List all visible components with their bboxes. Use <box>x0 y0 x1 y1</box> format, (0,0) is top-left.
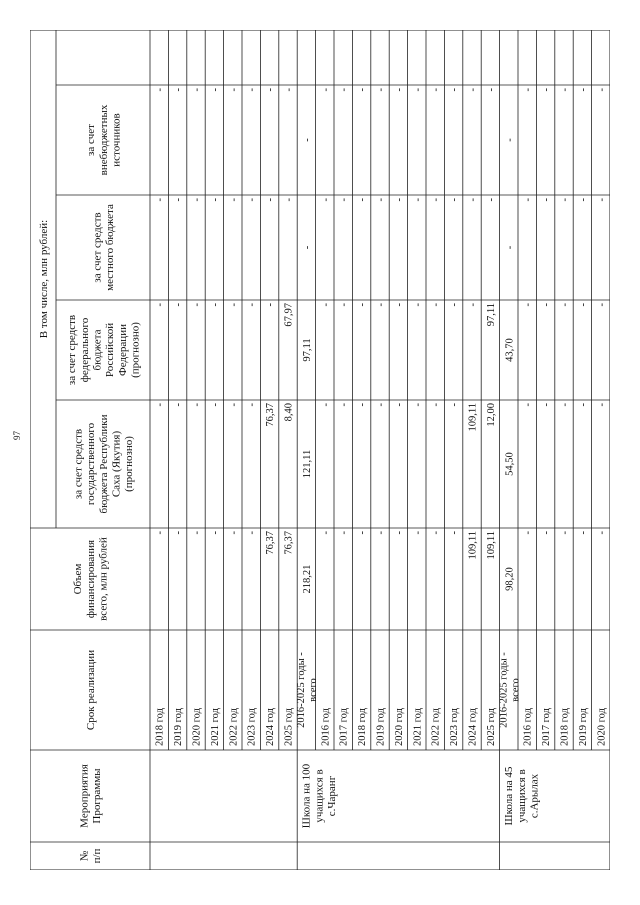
cell-regional: - <box>173 403 185 407</box>
cell-period: 2025 год <box>283 708 295 746</box>
cell-regional: - <box>320 403 332 407</box>
cell-period: 2018 год <box>559 708 571 746</box>
cell-federal: - <box>449 303 461 307</box>
cell-regional: - <box>430 403 442 407</box>
cell-total: - <box>412 531 424 535</box>
cell-extra: - <box>301 138 313 142</box>
cell-total: - <box>338 531 350 535</box>
header-group: В том числе, млн рублей: <box>38 219 50 339</box>
cell-local: - <box>393 198 405 202</box>
cell-total: - <box>596 531 608 535</box>
cell-period: 2023 год <box>449 708 461 746</box>
cell-total: 218,21 <box>301 564 313 594</box>
cell-total: 109,11 <box>467 531 479 560</box>
cell-extra: - <box>375 88 387 92</box>
cell-total: - <box>191 531 203 535</box>
cell-total: 109,11 <box>485 531 497 560</box>
cell-total: - <box>246 531 258 535</box>
cell-extra: - <box>173 88 185 92</box>
cell-regional: 54,50 <box>504 452 516 476</box>
cell-extra: - <box>338 88 350 92</box>
header-measures: МероприятияПрограммы <box>78 764 104 828</box>
cell-period: 2019 год <box>577 708 589 746</box>
cell-extra: - <box>357 88 369 92</box>
cell-local: - <box>522 198 534 202</box>
cell-local: - <box>209 198 221 202</box>
cell-local: - <box>596 198 608 202</box>
cell-extra: - <box>191 88 203 92</box>
cell-regional: - <box>577 403 589 407</box>
header-col-no: №п/п <box>78 848 104 864</box>
cell-total: 76,37 <box>283 531 295 555</box>
cell-federal: - <box>191 303 203 307</box>
cell-federal: 43,70 <box>504 338 516 362</box>
cell-federal: - <box>577 303 589 307</box>
cell-local: - <box>504 245 516 250</box>
cell-regional: - <box>191 403 203 407</box>
cell-total: - <box>522 531 534 535</box>
cell-extra: - <box>430 88 442 92</box>
cell-total: - <box>393 531 405 535</box>
cell-federal: - <box>467 303 479 307</box>
cell-regional: 12,00 <box>485 403 497 427</box>
header-federal: за счет средствфедеральногобюджетаРоссийскойФедерации(прогнозно) <box>66 314 142 386</box>
cell-period: 2020 год <box>596 708 608 746</box>
cell-total: - <box>430 531 442 535</box>
cell-regional: - <box>559 403 571 407</box>
cell-extra: - <box>541 88 553 92</box>
cell-extra: - <box>449 88 461 92</box>
cell-local: - <box>246 198 258 202</box>
cell-period: 2019 год <box>375 708 387 746</box>
cell-local: - <box>301 245 313 250</box>
cell-period: 2023 год <box>246 708 258 746</box>
budget-table <box>30 30 610 870</box>
cell-extra: - <box>577 88 589 92</box>
cell-extra: - <box>209 88 221 92</box>
cell-regional: - <box>357 403 369 407</box>
cell-federal: 97,11 <box>301 338 313 362</box>
cell-federal: - <box>320 303 332 307</box>
cell-total: - <box>375 531 387 535</box>
cell-federal: - <box>412 303 424 307</box>
cell-total: 98,20 <box>504 567 516 591</box>
cell-total: - <box>559 531 571 535</box>
table-rotated-group <box>30 30 610 870</box>
cell-extra: - <box>393 88 405 92</box>
cell-federal: - <box>228 303 240 307</box>
cell-local: - <box>191 198 203 202</box>
cell-regional: - <box>154 403 166 407</box>
header-local: за счет средствместного бюджета <box>91 204 117 291</box>
page-number: 97 <box>12 431 22 440</box>
cell-total: 76,37 <box>265 531 277 555</box>
cell-period: 2016-2025 годы -всего <box>296 652 320 728</box>
header-regional: за счет средствгосударственногобюджета РеспубликиСаха (Якутия)(прогнозно) <box>72 414 136 514</box>
cell-regional: - <box>522 403 534 407</box>
cell-total: - <box>449 531 461 535</box>
cell-extra: - <box>504 138 516 142</box>
cell-period: 2016 год <box>522 708 534 746</box>
cell-regional: 8,40 <box>283 403 295 422</box>
cell-extra: - <box>265 88 277 92</box>
cell-federal: - <box>357 303 369 307</box>
cell-extra: - <box>246 88 258 92</box>
cell-federal: 67,97 <box>283 303 295 327</box>
cell-regional: - <box>596 403 608 407</box>
cell-regional: - <box>228 403 240 407</box>
cell-total: - <box>357 531 369 535</box>
cell-extra: - <box>154 88 166 92</box>
cell-federal: - <box>430 303 442 307</box>
cell-measure: Школа на 100учащихся вс.Чаранг <box>300 763 338 829</box>
cell-federal: - <box>596 303 608 307</box>
cell-extra: - <box>320 88 332 92</box>
cell-extra: - <box>522 88 534 92</box>
cell-local: - <box>559 198 571 202</box>
cell-total: - <box>541 531 553 535</box>
cell-period: 2022 год <box>228 708 240 746</box>
cell-extra: - <box>467 88 479 92</box>
cell-period: 2018 год <box>154 708 166 746</box>
cell-federal: - <box>154 303 166 307</box>
cell-local: - <box>449 198 461 202</box>
cell-regional: - <box>449 403 461 407</box>
cell-federal: - <box>522 303 534 307</box>
cell-measure: Школа на 45учащихся вс.Арылах <box>503 766 541 826</box>
cell-local: - <box>265 198 277 202</box>
cell-local: - <box>338 198 350 202</box>
cell-period: 2022 год <box>430 708 442 746</box>
cell-regional: - <box>338 403 350 407</box>
cell-federal: - <box>541 303 553 307</box>
cell-local: - <box>283 198 295 202</box>
cell-local: - <box>430 198 442 202</box>
cell-local: - <box>173 198 185 202</box>
header-total: Объемфинансированиявсего, млн рублей <box>72 537 110 621</box>
cell-total: - <box>209 531 221 535</box>
cell-federal: 97,11 <box>485 303 497 327</box>
cell-period: 2020 год <box>393 708 405 746</box>
cell-local: - <box>357 198 369 202</box>
cell-regional: 121,11 <box>301 449 313 479</box>
cell-federal: - <box>209 303 221 307</box>
cell-total: - <box>154 531 166 535</box>
cell-period: 2016-2025 годы -всего <box>498 652 522 728</box>
cell-federal: - <box>246 303 258 307</box>
cell-local: - <box>412 198 424 202</box>
cell-period: 2016 год <box>320 708 332 746</box>
cell-total: - <box>228 531 240 535</box>
cell-extra: - <box>283 88 295 92</box>
cell-total: - <box>173 531 185 535</box>
cell-local: - <box>154 198 166 202</box>
cell-extra: - <box>559 88 571 92</box>
cell-period: 2017 год <box>338 708 350 746</box>
cell-period: 2019 год <box>173 708 185 746</box>
cell-regional: - <box>393 403 405 407</box>
cell-regional: - <box>541 403 553 407</box>
cell-local: - <box>541 198 553 202</box>
cell-federal: - <box>338 303 350 307</box>
cell-regional: 76,37 <box>265 403 277 427</box>
cell-local: - <box>467 198 479 202</box>
cell-federal: - <box>173 303 185 307</box>
cell-total: - <box>320 531 332 535</box>
cell-period: 2024 год <box>467 708 479 746</box>
cell-local: - <box>485 198 497 202</box>
cell-local: - <box>228 198 240 202</box>
cell-regional: - <box>246 403 258 407</box>
cell-regional: 109,11 <box>467 403 479 432</box>
cell-period: 2017 год <box>541 708 553 746</box>
cell-period: 2025 год <box>485 708 497 746</box>
cell-extra: - <box>228 88 240 92</box>
cell-extra: - <box>412 88 424 92</box>
cell-extra: - <box>596 88 608 92</box>
header-extra: за счетвнебюджетныхисточников <box>85 104 123 176</box>
cell-local: - <box>577 198 589 202</box>
cell-local: - <box>375 198 387 202</box>
header-period: Срок реализации <box>84 649 97 731</box>
budget-table-page <box>30 30 610 870</box>
cell-regional: - <box>412 403 424 407</box>
cell-period: 2020 год <box>191 708 203 746</box>
cell-extra: - <box>485 88 497 92</box>
cell-federal: - <box>375 303 387 307</box>
cell-period: 2021 год <box>412 708 424 746</box>
cell-federal: - <box>559 303 571 307</box>
cell-regional: - <box>375 403 387 407</box>
cell-total: - <box>577 531 589 535</box>
cell-period: 2024 год <box>265 708 277 746</box>
cell-regional: - <box>209 403 221 407</box>
cell-federal: - <box>265 303 277 307</box>
cell-local: - <box>320 198 332 202</box>
cell-period: 2018 год <box>357 708 369 746</box>
cell-period: 2021 год <box>209 708 221 746</box>
cell-federal: - <box>393 303 405 307</box>
